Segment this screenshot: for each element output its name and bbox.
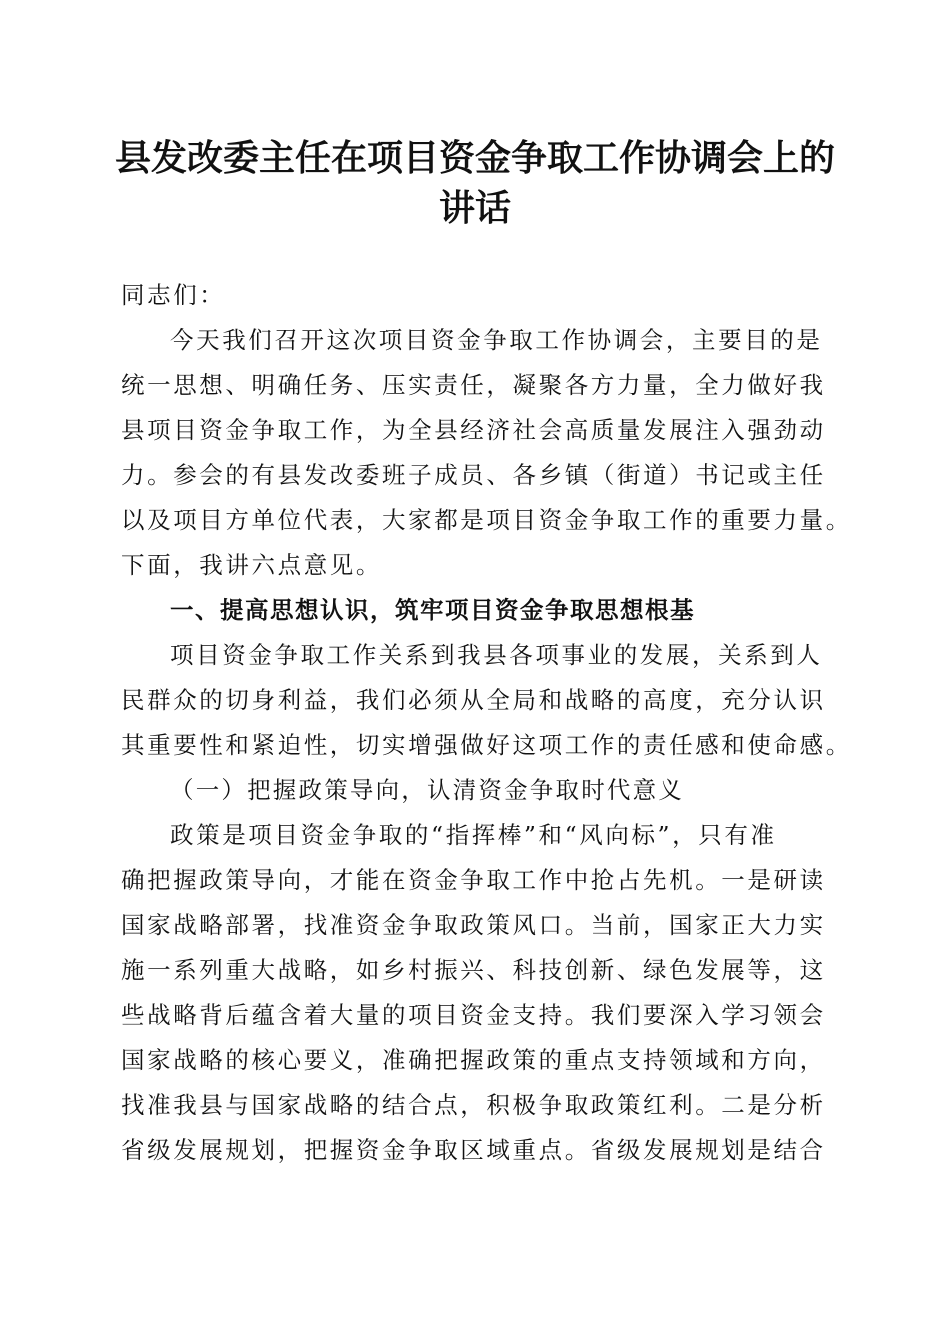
paragraph-line: 今天我们召开这次项目资金争取工作协调会，主要目的是 [170, 326, 823, 354]
paragraph-line: 下面，我讲六点意见。 [121, 551, 382, 579]
paragraph-line: 其重要性和紧迫性，切实增强做好这项工作的责任感和使命感。 [121, 731, 852, 759]
paragraph-line: 省级发展规划，把握资金争取区域重点。省级发展规划是结合 [121, 1136, 826, 1164]
salutation: 同志们： [121, 281, 226, 309]
paragraph-line: 国家战略部署，找准资金争取政策风口。当前，国家正大力实 [121, 911, 826, 939]
document-body [121, 273, 852, 1173]
title-line-1: 县发改委主任在项目资金争取工作协调会上的 [114, 137, 835, 179]
paragraph-line: 政策是项目资金争取的“指挥棒”和“风向标”，只有准 [170, 821, 777, 849]
section-heading: 一、提高思想认识，筑牢项目资金争取思想根基 [170, 596, 695, 624]
paragraph-line: 确把握政策导向，才能在资金争取工作中抢占先机。一是研读 [121, 866, 826, 894]
paragraph-line: 找准我县与国家战略的结合点，积极争取政策红利。二是分析 [121, 1091, 826, 1119]
document-title [100, 133, 850, 233]
paragraph-line: 些战略背后蕴含着大量的项目资金支持。我们要深入学习领会 [121, 1001, 826, 1029]
paragraph-line: 项目资金争取工作关系到我县各项事业的发展，关系到人 [170, 641, 823, 669]
paragraph-line: 统一思想、明确任务、压实责任，凝聚各方力量，全力做好我 [121, 371, 826, 399]
paragraph-line: 施一系列重大战略，如乡村振兴、科技创新、绿色发展等，这 [121, 956, 826, 984]
paragraph-line: 以及项目方单位代表，大家都是项目资金争取工作的重要力量。 [121, 506, 852, 534]
title-line-2: 讲话 [438, 187, 511, 229]
subsection-heading: （一）把握政策导向，认清资金争取时代意义 [170, 776, 684, 804]
paragraph-line: 县项目资金争取工作，为全县经济社会高质量发展注入强劲动 [121, 416, 826, 444]
paragraph-line: 力。参会的有县发改委班子成员、各乡镇（街道）书记或主任 [121, 461, 826, 489]
paragraph-line: 国家战略的核心要义，准确把握政策的重点支持领域和方向， [121, 1046, 826, 1074]
paragraph-line: 民群众的切身利益，我们必须从全局和战略的高度，充分认识 [121, 686, 826, 714]
